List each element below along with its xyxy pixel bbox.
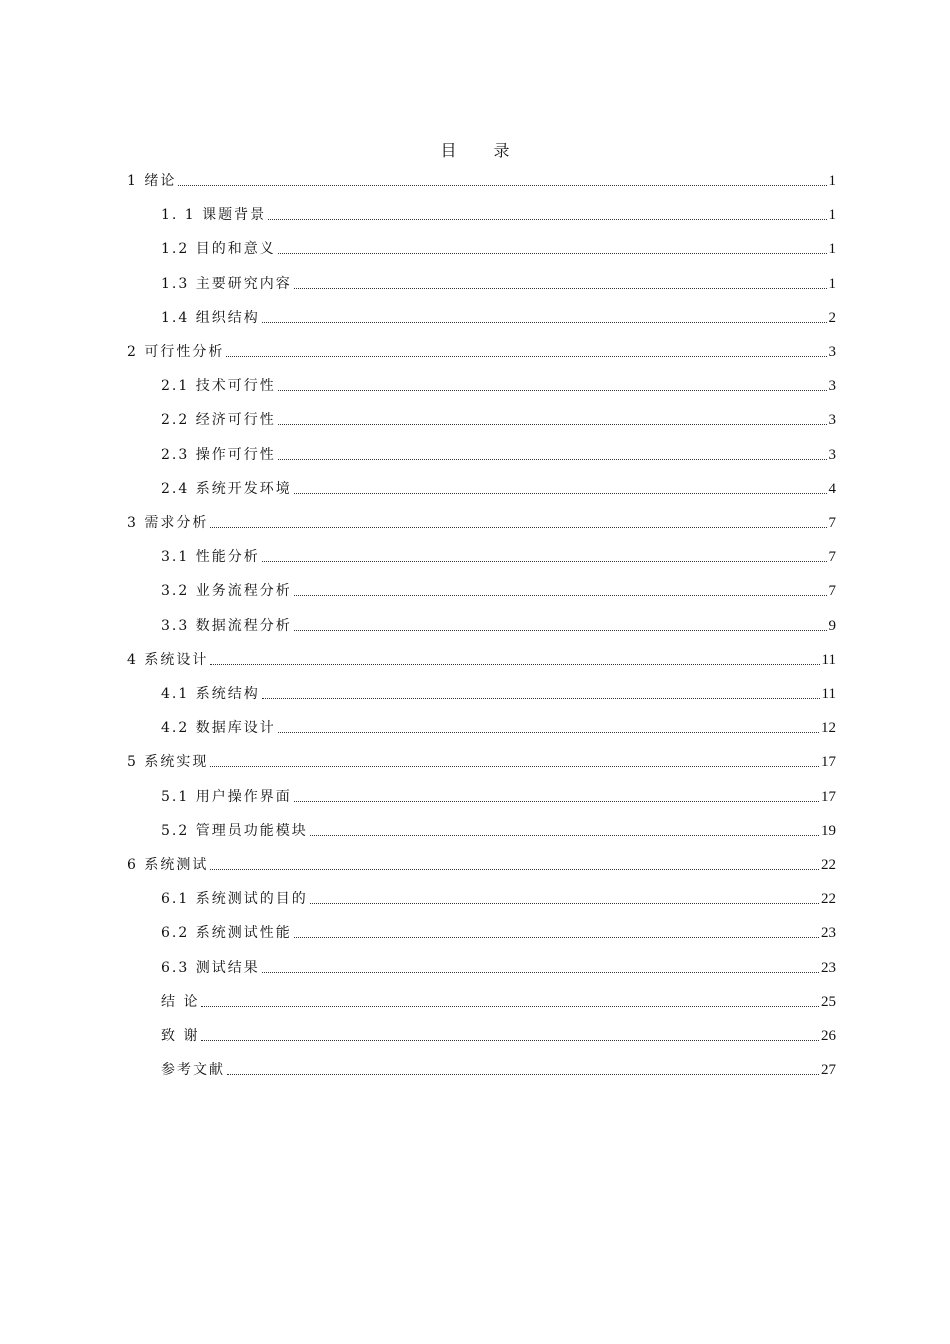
toc-entry-label: 2.4 系统开发环境 bbox=[161, 480, 292, 497]
toc-dot-leader bbox=[294, 287, 827, 289]
toc-entry-page-number: 7 bbox=[828, 515, 836, 531]
toc-dot-leader bbox=[278, 389, 827, 391]
toc-dot-leader bbox=[201, 1039, 819, 1041]
toc-entry-label: 4.2 数据库设计 bbox=[161, 720, 276, 737]
toc-entry-label: 2 可行性分析 bbox=[127, 344, 225, 360]
toc-dot-leader bbox=[227, 1073, 819, 1075]
toc-dot-leader bbox=[210, 526, 826, 528]
toc-dot-leader bbox=[210, 765, 819, 767]
toc-entry bbox=[127, 645, 836, 669]
toc-entry-label: 4 系统设计 bbox=[127, 651, 209, 668]
toc-entry-page-number: 1 bbox=[828, 173, 836, 189]
toc-entry-label: 1.3 主要研究内容 bbox=[161, 275, 292, 292]
toc-entry bbox=[127, 166, 836, 190]
toc-entry-page-number: 22 bbox=[821, 857, 836, 873]
toc-entry bbox=[127, 850, 836, 874]
toc-entry-page-number: 11 bbox=[821, 686, 836, 702]
toc-entry bbox=[161, 918, 836, 942]
toc-entry bbox=[161, 371, 836, 395]
toc-entry bbox=[161, 1021, 836, 1045]
toc-entry-label: 结 论 bbox=[161, 993, 200, 1010]
toc-entry bbox=[161, 576, 836, 600]
toc-entry-label: 2.3 操作可行性 bbox=[161, 446, 276, 463]
toc-entry bbox=[161, 542, 836, 566]
toc-entry bbox=[161, 405, 836, 429]
toc-title: 目 录 bbox=[440, 141, 526, 160]
toc-entry-page-number: 1 bbox=[828, 241, 836, 258]
toc-dot-leader bbox=[210, 868, 819, 870]
toc-entry-page-number: 7 bbox=[828, 583, 836, 600]
toc-dot-leader bbox=[278, 423, 827, 425]
toc-entry bbox=[161, 782, 836, 806]
toc-entry-page-number: 3 bbox=[828, 446, 836, 463]
toc-entry-label: 3.3 数据流程分析 bbox=[161, 617, 292, 634]
toc-dot-leader bbox=[294, 594, 827, 596]
toc-entry-page-number: 3 bbox=[828, 378, 836, 395]
toc-entry-label: 2.1 技术可行性 bbox=[161, 378, 276, 395]
toc-dot-leader bbox=[201, 1005, 819, 1007]
toc-entry-label: 参考文献 bbox=[161, 1062, 225, 1079]
toc-entry-label: 4.1 系统结构 bbox=[161, 686, 260, 702]
toc-entry-page-number: 23 bbox=[821, 959, 836, 976]
toc-entry bbox=[161, 269, 836, 293]
toc-entry-page-number: 3 bbox=[828, 344, 836, 360]
toc-dot-leader bbox=[294, 800, 819, 802]
toc-dot-leader bbox=[262, 971, 819, 973]
toc-entry bbox=[161, 987, 836, 1011]
toc-entry bbox=[161, 884, 836, 908]
toc-entry bbox=[161, 303, 836, 327]
toc-entry-page-number: 27 bbox=[821, 1062, 836, 1079]
toc-dot-leader bbox=[278, 252, 827, 254]
toc-entry-label: 1.4 组织结构 bbox=[161, 309, 260, 326]
toc-entry-label: 6.2 系统测试性能 bbox=[161, 925, 292, 942]
toc-entry-page-number: 1 bbox=[828, 207, 836, 224]
toc-dot-leader bbox=[294, 936, 819, 938]
toc-dot-leader bbox=[294, 492, 827, 494]
toc-entry bbox=[161, 1055, 836, 1079]
toc-dot-leader bbox=[178, 184, 826, 186]
toc-entry-label: 5.1 用户操作界面 bbox=[161, 788, 292, 805]
toc-entry bbox=[161, 679, 836, 703]
toc-entry-page-number: 25 bbox=[821, 993, 836, 1010]
toc-dot-leader bbox=[310, 902, 819, 904]
toc-entry-page-number: 23 bbox=[821, 925, 836, 942]
toc-entry-label: 6.3 测试结果 bbox=[161, 959, 260, 976]
toc-entry-page-number: 26 bbox=[821, 1028, 836, 1044]
toc-entry-page-number: 11 bbox=[821, 651, 836, 668]
toc-entry-page-number: 1 bbox=[828, 275, 836, 292]
toc-entry-label: 2.2 经济可行性 bbox=[161, 412, 276, 429]
toc-entry bbox=[161, 611, 836, 635]
toc-dot-leader bbox=[310, 834, 819, 836]
toc-entry-page-number: 22 bbox=[821, 891, 836, 908]
toc-entry-page-number: 9 bbox=[828, 617, 836, 634]
toc-entry bbox=[161, 953, 836, 977]
toc-entry-page-number: 17 bbox=[821, 788, 836, 805]
toc-dot-leader bbox=[262, 697, 820, 699]
toc-entry-label: 3.1 性能分析 bbox=[161, 549, 260, 566]
toc-entry-page-number: 2 bbox=[828, 309, 836, 326]
toc-entry-label: 6.1 系统测试的目的 bbox=[161, 891, 308, 908]
toc-dot-leader bbox=[262, 321, 827, 323]
toc-dot-leader bbox=[278, 458, 827, 460]
toc-entry bbox=[161, 440, 836, 464]
toc-entry bbox=[161, 200, 836, 224]
toc-entry-label: 3 需求分析 bbox=[127, 515, 209, 531]
toc-dot-leader bbox=[210, 663, 819, 665]
toc-entry bbox=[161, 234, 836, 258]
toc-entry-page-number: 17 bbox=[821, 754, 836, 771]
toc-entry-page-number: 3 bbox=[828, 412, 836, 429]
toc-entry bbox=[161, 713, 836, 737]
toc-entry bbox=[127, 337, 836, 361]
toc-entry-label: 致 谢 bbox=[161, 1028, 200, 1044]
toc-entry-page-number: 12 bbox=[821, 720, 836, 737]
toc-dot-leader bbox=[226, 355, 826, 357]
toc-entry-label: 5 系统实现 bbox=[127, 754, 209, 771]
toc-entry-label: 1. 1 课题背景 bbox=[161, 207, 267, 224]
toc-entry bbox=[161, 474, 836, 498]
toc-entry-label: 1 绪论 bbox=[127, 173, 177, 189]
toc-entry bbox=[127, 508, 836, 532]
toc-dot-leader bbox=[268, 218, 826, 220]
toc-entry-page-number: 19 bbox=[821, 822, 836, 839]
toc-entry-page-number: 4 bbox=[828, 480, 836, 497]
toc-dot-leader bbox=[278, 731, 819, 733]
toc-entry bbox=[127, 747, 836, 771]
toc-entry bbox=[161, 816, 836, 840]
toc-entry-label: 5.2 管理员功能模块 bbox=[161, 822, 308, 839]
toc-entry-page-number: 7 bbox=[828, 549, 836, 566]
toc-dot-leader bbox=[294, 629, 827, 631]
toc-entry-label: 1.2 目的和意义 bbox=[161, 241, 276, 258]
toc-entry-label: 6 系统测试 bbox=[127, 857, 209, 873]
toc-entry-label: 3.2 业务流程分析 bbox=[161, 583, 292, 600]
toc-dot-leader bbox=[262, 560, 827, 562]
